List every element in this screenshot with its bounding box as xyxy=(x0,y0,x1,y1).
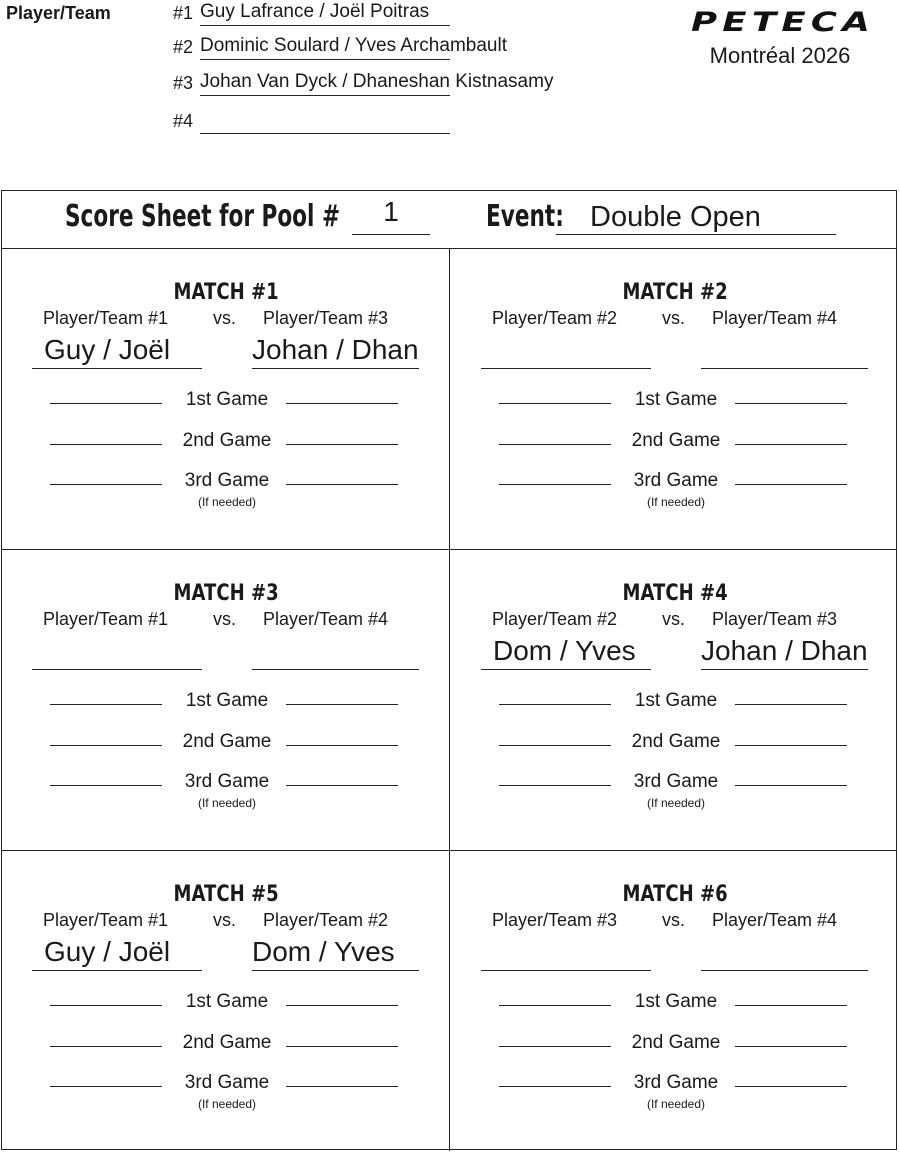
score-left-field[interactable] xyxy=(50,704,162,705)
match-cell-5 xyxy=(2,851,450,1152)
team-name-line xyxy=(200,95,450,96)
right-name-line xyxy=(701,669,868,670)
left-team-name-field[interactable]: Guy / Joël xyxy=(44,334,171,365)
score-right-field[interactable] xyxy=(286,1046,398,1047)
score-right-field[interactable] xyxy=(735,1086,847,1087)
score-left-field[interactable] xyxy=(499,1046,611,1047)
left-team-label: Player/Team #3 xyxy=(492,910,618,930)
score-sheet xyxy=(1,190,897,1150)
score-left-field[interactable] xyxy=(50,444,162,445)
vs-label: vs. xyxy=(662,609,686,629)
if-needed-note: (If needed) xyxy=(646,796,706,810)
match-title-text: MATCH #4 xyxy=(622,581,728,606)
match-title-text: MATCH #3 xyxy=(173,581,279,606)
score-left-field[interactable] xyxy=(499,1086,611,1087)
right-team-name-field[interactable]: Johan / Dhan xyxy=(701,635,868,666)
score-right-field[interactable] xyxy=(286,785,398,786)
score-right-field[interactable] xyxy=(286,484,398,485)
score-right-field[interactable] xyxy=(735,1046,847,1047)
game-label: 1st Game xyxy=(185,991,269,1012)
score-right-field[interactable] xyxy=(286,745,398,746)
match-title xyxy=(2,581,450,606)
score-left-field[interactable] xyxy=(50,1046,162,1047)
score-left-field[interactable] xyxy=(499,403,611,404)
right-team-label: Player/Team #3 xyxy=(712,609,838,629)
team-name[interactable]: Dominic Soulard / Yves Archambault xyxy=(200,35,507,56)
right-team-label: Player/Team #3 xyxy=(263,308,389,328)
match-title xyxy=(2,882,450,907)
vs-label: vs. xyxy=(213,609,237,629)
left-name-line xyxy=(32,669,202,670)
game-label: 3rd Game xyxy=(184,470,270,491)
match-title xyxy=(451,280,899,305)
pool-number-field[interactable]: 1 xyxy=(383,196,399,227)
game-label: 1st Game xyxy=(634,690,718,711)
score-right-field[interactable] xyxy=(735,444,847,445)
game-label: 3rd Game xyxy=(184,771,270,792)
score-left-field[interactable] xyxy=(499,785,611,786)
match-title xyxy=(2,280,450,305)
game-label: 2nd Game xyxy=(631,430,721,451)
sheet-title-row xyxy=(2,191,896,249)
left-name-line xyxy=(481,970,651,971)
right-team-label: Player/Team #4 xyxy=(712,308,838,328)
left-team-label: Player/Team #1 xyxy=(43,910,169,930)
score-left-field[interactable] xyxy=(50,484,162,485)
match-cell-1 xyxy=(2,249,450,550)
event-field[interactable]: Double Open xyxy=(590,201,761,233)
score-left-field[interactable] xyxy=(50,1005,162,1006)
score-left-field[interactable] xyxy=(50,403,162,404)
player-team-label: Player/Team xyxy=(6,3,111,23)
match-title-text: MATCH #1 xyxy=(173,280,279,305)
right-name-line xyxy=(252,368,419,369)
game-label: 2nd Game xyxy=(631,731,721,752)
team-number: #4 xyxy=(173,111,194,131)
score-right-field[interactable] xyxy=(286,403,398,404)
score-left-field[interactable] xyxy=(50,1086,162,1087)
right-name-line xyxy=(701,368,868,369)
left-team-name-field[interactable]: Dom / Yves xyxy=(493,635,636,666)
match-title-text: MATCH #6 xyxy=(622,882,728,907)
score-right-field[interactable] xyxy=(735,785,847,786)
team-number: #2 xyxy=(173,37,194,57)
score-left-field[interactable] xyxy=(499,1005,611,1006)
left-team-label: Player/Team #2 xyxy=(492,308,618,328)
pool-label: Score Sheet for Pool # xyxy=(65,199,341,234)
logo-subtitle: Montréal 2026 xyxy=(709,43,851,68)
left-name-line xyxy=(481,669,651,670)
if-needed-note: (If needed) xyxy=(197,1097,257,1111)
game-label: 2nd Game xyxy=(182,731,272,752)
score-right-field[interactable] xyxy=(286,1005,398,1006)
game-label: 2nd Game xyxy=(182,1032,272,1053)
right-name-line xyxy=(252,970,419,971)
game-label: 1st Game xyxy=(634,389,718,410)
right-team-name-field[interactable]: Dom / Yves xyxy=(252,936,395,967)
match-cell-3 xyxy=(2,550,450,851)
team-name[interactable]: Johan Van Dyck / Dhaneshan Kistnasamy xyxy=(200,71,554,92)
peteca-logo xyxy=(690,6,876,34)
score-left-field[interactable] xyxy=(499,484,611,485)
score-left-field[interactable] xyxy=(50,785,162,786)
left-name-line xyxy=(481,368,651,369)
right-name-line xyxy=(252,669,419,670)
left-team-label: Player/Team #1 xyxy=(43,308,169,328)
team-name-line xyxy=(200,59,450,60)
right-team-label: Player/Team #2 xyxy=(263,910,389,930)
match-cell-2 xyxy=(451,249,899,550)
team-name-line xyxy=(200,25,450,26)
score-right-field[interactable] xyxy=(735,1005,847,1006)
left-team-label: Player/Team #2 xyxy=(492,609,618,629)
vs-label: vs. xyxy=(213,308,237,328)
score-right-field[interactable] xyxy=(735,484,847,485)
score-right-field[interactable] xyxy=(735,745,847,746)
score-right-field[interactable] xyxy=(735,403,847,404)
pool-number-line xyxy=(352,234,430,235)
right-team-label: Player/Team #4 xyxy=(712,910,838,930)
right-name-line xyxy=(701,970,868,971)
logo-wordmark: PETECA xyxy=(691,7,875,34)
team-name-line xyxy=(200,133,450,134)
score-left-field[interactable] xyxy=(499,745,611,746)
match-title-text: MATCH #2 xyxy=(622,280,728,305)
event-line xyxy=(556,234,836,235)
if-needed-note: (If needed) xyxy=(197,796,257,810)
game-label: 1st Game xyxy=(185,690,269,711)
if-needed-note: (If needed) xyxy=(197,495,257,509)
match-title xyxy=(451,581,899,606)
score-right-field[interactable] xyxy=(735,704,847,705)
match-cell-4 xyxy=(451,550,899,851)
game-label: 2nd Game xyxy=(631,1032,721,1053)
vs-label: vs. xyxy=(213,910,237,930)
right-team-name-field[interactable]: Johan / Dhan xyxy=(252,334,419,365)
game-label: 1st Game xyxy=(634,991,718,1012)
match-title xyxy=(451,882,899,907)
game-label: 3rd Game xyxy=(633,470,719,491)
left-name-line xyxy=(32,368,202,369)
team-name[interactable]: Guy Lafrance / Joël Poitras xyxy=(200,1,430,22)
team-number: #3 xyxy=(173,73,194,93)
match-title-text: MATCH #5 xyxy=(173,882,279,907)
event-label: Event: xyxy=(486,199,564,234)
match-cell-6 xyxy=(451,851,899,1152)
game-label: 3rd Game xyxy=(633,1072,719,1093)
left-team-name-field[interactable]: Guy / Joël xyxy=(44,936,171,967)
game-label: 1st Game xyxy=(185,389,269,410)
score-left-field[interactable] xyxy=(499,704,611,705)
game-label: 2nd Game xyxy=(182,430,272,451)
if-needed-note: (If needed) xyxy=(646,495,706,509)
right-team-label: Player/Team #4 xyxy=(263,609,389,629)
left-team-label: Player/Team #1 xyxy=(43,609,169,629)
score-right-field[interactable] xyxy=(286,1086,398,1087)
game-label: 3rd Game xyxy=(184,1072,270,1093)
left-name-line xyxy=(32,970,202,971)
score-right-field[interactable] xyxy=(286,444,398,445)
vs-label: vs. xyxy=(662,910,686,930)
game-label: 3rd Game xyxy=(633,771,719,792)
team-number: #1 xyxy=(173,3,194,23)
vs-label: vs. xyxy=(662,308,686,328)
if-needed-note: (If needed) xyxy=(646,1097,706,1111)
score-left-field[interactable] xyxy=(50,745,162,746)
score-left-field[interactable] xyxy=(499,444,611,445)
score-right-field[interactable] xyxy=(286,704,398,705)
